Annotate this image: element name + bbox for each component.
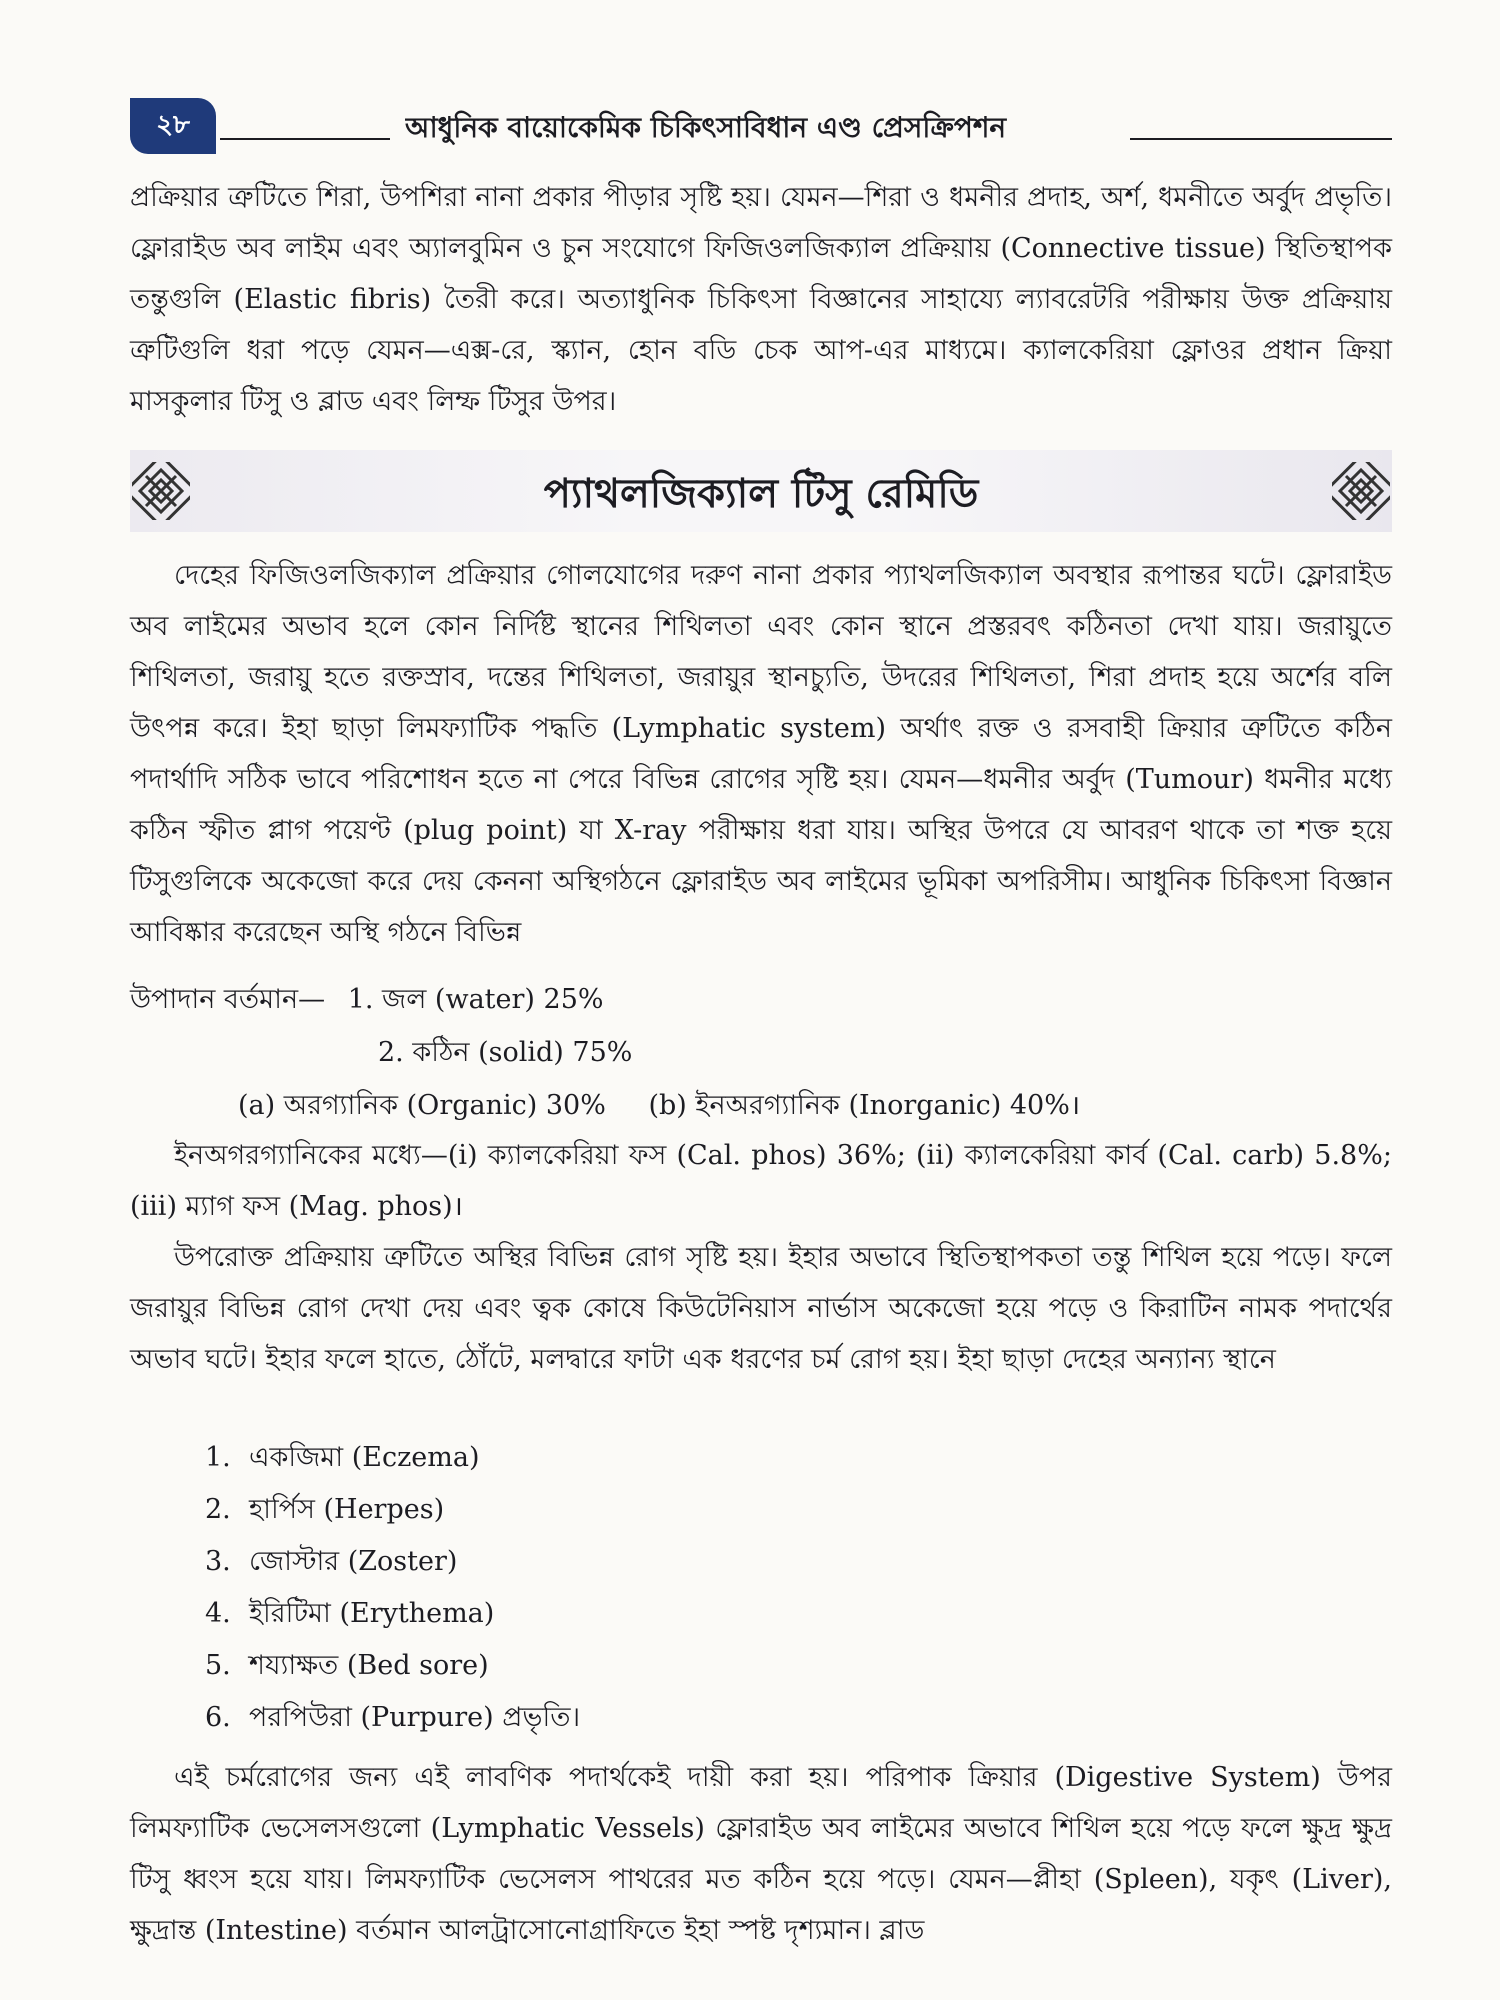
disease-paragraph: উপরোক্ত প্রক্রিয়ায় ত্রুটিতে অস্থির বিভিন্ন রোগ সৃষ্টি হয়। ইহার অভাবে স্থিতিস্থাপকতা তন্তু শিথিল হয়ে পড়ে। ফলে জরায়ুর বিভিন্ন রোগ দেখা দেয় এবং ত্বক কোষে কিউটেনিয়াস নার্ভাস অকেজো হয়ে পড়ে ও কিরাটিন নামক পদার্থের অভাব ঘটে। ইহার ফলে হাতে, ঠোঁটে, মলদ্বারে ফাটা এক ধরণের চর্ম রোগ হয়। ইহা ছাড়া দেহের অন্যান্য স্থানে: [130, 1242, 1392, 1375]
list-item: 1. একজিমা (Eczema): [205, 1442, 480, 1473]
list-item: 5. শয্যাক্ষত (Bed sore): [205, 1650, 489, 1681]
composition-lead-text: উপাদান বর্তমান—: [130, 984, 326, 1015]
composition-item-water: 1. জল (water) 25%: [347, 984, 604, 1015]
section-banner: [130, 450, 1392, 532]
list-item: 3. জোস্টার (Zoster): [205, 1546, 458, 1577]
list-item: 2. হার্পিস (Herpes): [205, 1494, 445, 1525]
page-number-badge: ২৮: [130, 98, 216, 154]
intro-paragraph: প্রক্রিয়ার ত্রুটিতে শিরা, উপশিরা নানা প্রকার পীড়ার সৃষ্টি হয়। যেমন—শিরা ও ধমনীর প্রদাহ, অর্শ, ধমনীতে অর্বুদ প্রভৃতি। ফ্লোরাইড অব লাইম এবং অ্যালবুমিন ও চুন সংযোগে ফিজিওলজিক্যাল প্রক্রিয়ায় (Connective tissue) স্থিতিস্থাপক তন্তুগুলি (Elastic fibris) তৈরী করে। অত্যাধুনিক চিকিৎসা বিজ্ঞানের সাহায্যে ল্যাবরেটরি পরীক্ষায় উক্ত প্রক্রিয়ায় ত্রুটিগুলি ধরা পড়ে যেমন—এক্স-রে, স্ক্যান, হোন বডি চেক আপ-এর মাধ্যমে। ক্যালকেরিয়া ফ্লোওর প্রধান ক্রিয়া মাসকুলার টিসু ও ব্লাড এবং লিম্ফ টিসুর উপর।: [130, 182, 1392, 417]
composition-item-solid: 2. কঠিন (solid) 75%: [378, 1037, 633, 1068]
header-rule-left: [220, 138, 390, 140]
section-paragraph: দেহের ফিজিওলজিক্যাল প্রক্রিয়ার গোলযোগের দরুণ নানা প্রকার প্যাথলজিক্যাল অবস্থার রূপান্তর ঘটে। ফ্লোরাইড অব লাইমের অভাব হলে কোন নির্দিষ্ট স্থানের শিথিলতা এবং কোন স্থানে প্রস্তরবৎ কঠিনতা দেখা যায়। জরায়ুতে শিথিলতা, জরায়ু হতে রক্তস্রাব, দন্তের শিথিলতা, জরায়ুর স্থানচ্যুতি, উদরের শিথিলতা, শিরা প্রদাহ হয়ে অর্শের বলি উৎপন্ন করে। ইহা ছাড়া লিমফ্যাটিক পদ্ধতি (Lymphatic system) অর্থাৎ রক্ত ও রসবাহী ক্রিয়ার ত্রুটিতে কঠিন পদার্থাদি সঠিক ভাবে পরিশোধন হতে না পেরে বিভিন্ন রোগের সৃষ্টি হয়। যেমন—ধমনীর অর্বুদ (Tumour) ধমনীর মধ্যে কঠিন স্ফীত প্লাগ পয়েণ্ট (plug point) যা X-ray পরীক্ষায় ধরা যায়। অস্থির উপরে যে আবরণ থাকে তা শক্ত হয়ে টিসুগুলিকে অকেজো করে দেয় কেননা অস্থিগঠনে ফ্লোরাইড অব লাইমের ভূমিকা অপরিসীম। আধুনিক চিকিৎসা বিজ্ঞান আবিষ্কার করেছেন অস্থি গঠনে বিভিন্ন: [130, 560, 1392, 948]
composition-split: [238, 1080, 1080, 1131]
list-item: 4. ইরিটিমা (Erythema): [205, 1598, 495, 1629]
inorganic-paragraph: ইনঅগরগ্যানিকের মধ্যে—(i) ক্যালকেরিয়া ফস (Cal. phos) 36%; (ii) ক্যালকেরিয়া কার্ব (Cal. carb) 5.8%; (iii) ম্যাগ ফস (Mag. phos)।: [130, 1140, 1392, 1222]
section-title: প্যাথলজিক্যাল টিসু রেমিডি: [543, 470, 979, 517]
composition-lead: [130, 974, 604, 1025]
running-title: আধুনিক বায়োকেমিক চিকিৎসাবিধান এণ্ড প্রেসক্রিপশন: [405, 111, 1007, 144]
composition-organic: (a) অরগ্যানিক (Organic) 30%: [238, 1090, 606, 1121]
composition-inorganic: (b) ইনঅরগ্যানিক (Inorganic) 40%।: [648, 1090, 1081, 1121]
celtic-knot-icon: [1332, 462, 1390, 520]
closing-paragraph: এই চর্মরোগের জন্য এই লাবণিক পদার্থকেই দায়ী করা হয়। পরিপাক ক্রিয়ার (Digestive System) উপর লিমফ্যাটিক ভেসেলসগুলো (Lymphatic Vessels) ফ্লোরাইড অব লাইমের অভাবে শিথিল হয়ে পড়ে ফলে ক্ষুদ্র ক্ষুদ্র টিসু ধ্বংস হয়ে যায়। লিমফ্যাটিক ভেসেলস পাথরের মত কঠিন হয়ে পড়ে। যেমন—প্লীহা (Spleen), যকৃৎ (Liver), ক্ষুদ্রান্ত (Intestine) বর্তমান আলট্রাসোনোগ্রাফিতে ইহা স্পষ্ট দৃশ্যমান। ব্লাড: [130, 1762, 1392, 1946]
page-header: [130, 98, 1392, 154]
list-item: 6. পরপিউরা (Purpure) প্রভৃতি।: [205, 1702, 581, 1733]
disease-list: [205, 1432, 905, 1744]
header-rule-right: [1130, 138, 1392, 140]
